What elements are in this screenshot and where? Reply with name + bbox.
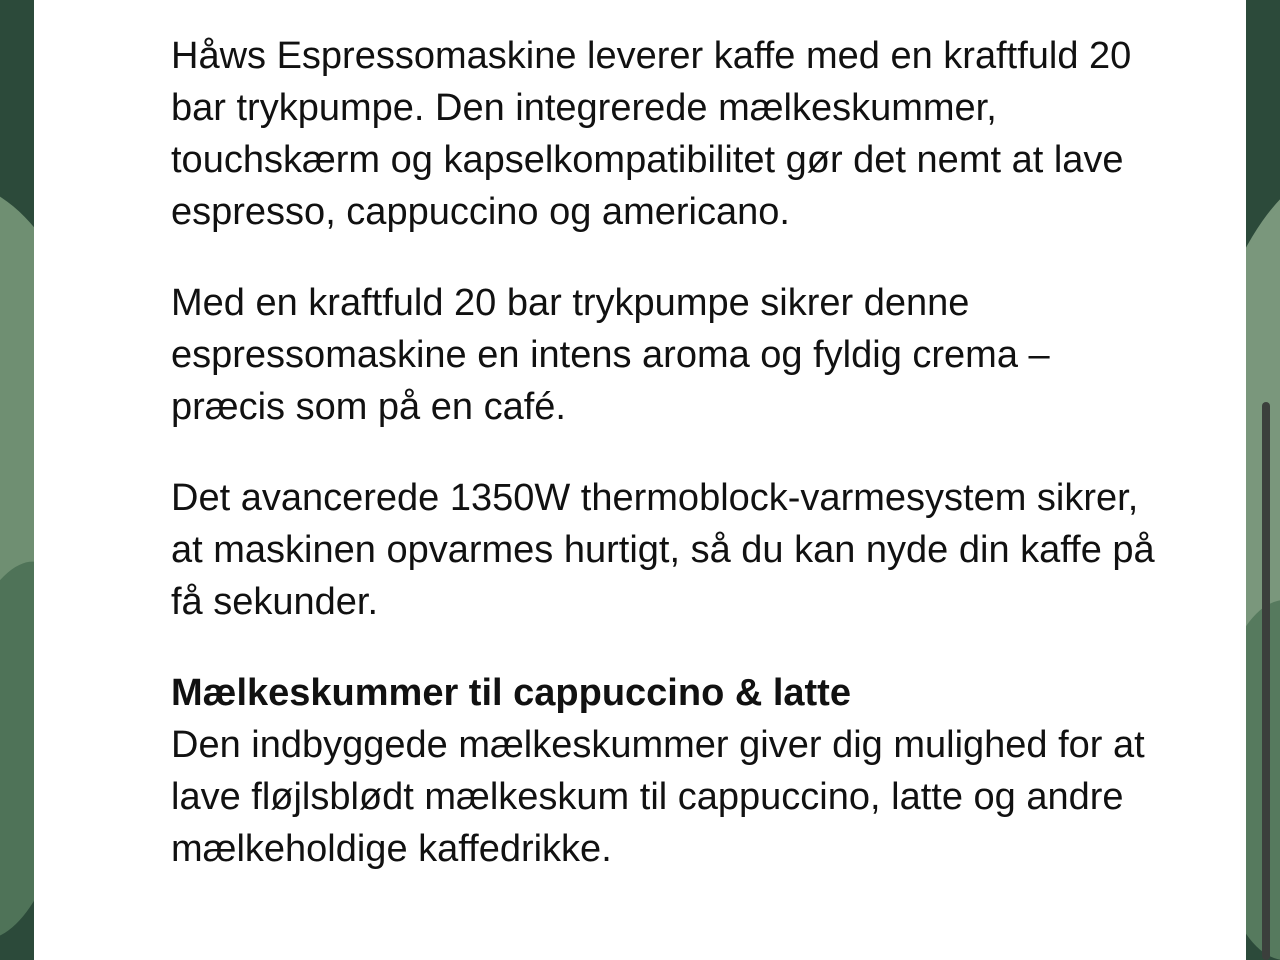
description-paragraph-heating: Det avancerede 1350W thermoblock-varmesystem sikrer, at maskinen opvarmes hurtigt, så du kan nyde din kaffe på få sekunder. <box>171 477 1155 623</box>
milk-frother-heading: Mælkeskummer til cappuccino & latte <box>171 672 851 714</box>
description-paragraph-milk-frother: Den indbyggede mælkeskummer giver dig mulighed for at lave fløjlsblødt mælkeskum til cappuccino, latte og andre mælkeholdige kaffedrikke. <box>171 724 1145 870</box>
product-description <box>171 30 1161 914</box>
description-paragraph-intro: Håws Espressomaskine leverer kaffe med en kraftfuld 20 bar trykpumpe. Den integrerede mælkeskummer, touchskærm og kapselkompatibilitet gør det nemt at lave espresso, cappuccino og americano. <box>171 35 1132 233</box>
description-panel[interactable] <box>34 0 1246 960</box>
description-paragraph-pump: Med en kraftfuld 20 bar trykpumpe sikrer denne espressomaskine en intens aroma og fyldig crema – præcis som på en café. <box>171 282 1050 428</box>
scrollbar-thumb[interactable] <box>1262 402 1270 960</box>
